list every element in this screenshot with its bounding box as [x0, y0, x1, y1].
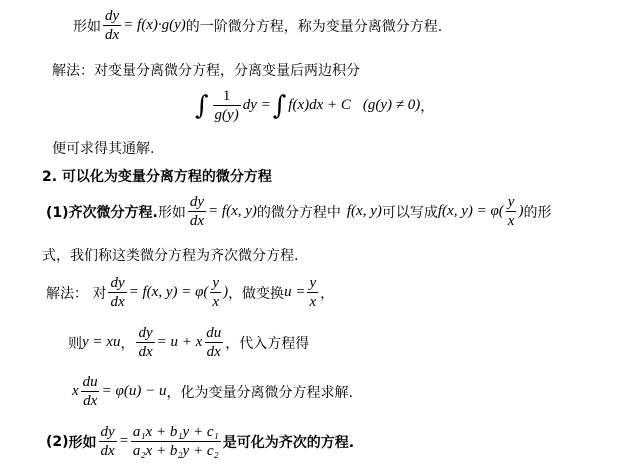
section-heading-2 [42, 166, 272, 186]
line-general-solution [52, 138, 154, 158]
equation-u-plus-x: = u + x [156, 334, 203, 350]
comma: ， [120, 335, 135, 352]
numerator: du [206, 325, 222, 341]
fraction-linear-ratio [131, 424, 221, 459]
text-mid: 的微分方程中 [256, 204, 341, 221]
line-separable-definition [73, 8, 442, 43]
denominator: x [212, 294, 220, 310]
denominator: x [507, 213, 515, 229]
denominator: dx [206, 344, 221, 360]
numerator: y [507, 194, 515, 210]
numerator: dy [138, 325, 153, 341]
text-solve: ，化为变量分离微分方程求解. [166, 384, 353, 401]
equation-phi: f(x, y) = φ( [437, 203, 504, 219]
line-method [52, 60, 360, 80]
text-reducible: 是可化为齐次的方程. [222, 434, 355, 451]
equation-phi-u: = φ(u) − u [101, 383, 167, 399]
fraction-y-over-x [506, 194, 517, 229]
text-substitute: ，代入方程得 [225, 335, 310, 352]
text-method: 解法： 对 [46, 285, 107, 302]
denominator: dx [138, 344, 153, 360]
fraction-dy-dx [188, 194, 206, 229]
line-homogeneous-definition [46, 194, 551, 229]
fxy: f(x, y) [346, 203, 382, 219]
numerator: 1 [222, 88, 231, 104]
line-separable-result [72, 374, 353, 409]
numerator: dy [100, 424, 115, 440]
close-paren: ) [518, 203, 524, 219]
integrand-fx: f(x)dx + C [288, 97, 351, 113]
integrand-dy: dy = [242, 97, 271, 113]
equation-phi: = f(x, y) = φ( [128, 284, 209, 300]
fraction-du-dx [81, 374, 100, 409]
numerator: a₁x + b₁y + c₁ [132, 424, 219, 440]
numerator: y [212, 275, 220, 291]
numerator: y [309, 275, 317, 291]
denominator: dx [83, 393, 98, 409]
text-mid2: 可以写成 [381, 204, 438, 221]
u-equals: u = [284, 284, 306, 300]
line-integral-equation [193, 88, 434, 123]
line-method-substitution [46, 275, 334, 310]
equation-rhs: = f(x)·g(y) [123, 17, 186, 33]
denominator: dx [100, 443, 115, 459]
integral-sign: ∫ [272, 90, 287, 121]
subheading-2: (2) [46, 433, 69, 450]
condition: (g(y) ≠ 0) [362, 97, 421, 113]
close-paren: ) [223, 284, 229, 300]
comma: ， [320, 285, 335, 302]
numerator: dy [105, 8, 120, 24]
text-substitution: ，做变换 [228, 285, 285, 302]
denominator: dx [189, 213, 205, 229]
text-definition-tail: 的一阶微分方程，称为变量分离微分方程. [185, 18, 443, 35]
fraction-one-over-gy [213, 88, 241, 123]
fraction-dy-dx [99, 424, 117, 459]
denominator: dx [105, 27, 120, 43]
line-reducible-definition: (2) 形如 $\frac{dy}{dx}$ = $\frac{\text{a₁x + b₁y + c₁}}{\text{a₂x + b₂y + c₂}}$ 是可化为齐次的方程. [46, 424, 355, 459]
line-then [68, 325, 309, 360]
text-general-solution: 便可求得其通解. [52, 141, 155, 157]
heading-text: 2. 可以化为变量分离方程的微分方程 [42, 169, 272, 185]
numerator: dy [189, 194, 205, 210]
denominator: x [309, 294, 317, 310]
numerator: dy [110, 275, 125, 291]
equation-fxy: = f(x, y) [208, 203, 257, 219]
text-tail: 的形 [523, 204, 552, 221]
text-method: 解法：对变量分离微分方程，分离变量后两边积分 [52, 63, 360, 79]
fraction-du-dx [204, 325, 223, 360]
comma: ， [420, 98, 435, 115]
text-xingru: 形如 [73, 18, 101, 35]
text-homogeneous-name: 式，我们称这类微分方程为齐次微分方程. [42, 248, 299, 264]
text-then: 则 [68, 335, 82, 352]
fraction-y-over-x [307, 275, 318, 310]
fraction-y-over-x [210, 275, 221, 310]
denominator: g(y) [214, 107, 239, 123]
fraction-dy-dx [136, 325, 154, 360]
y-equals-xu: y = xu [82, 334, 121, 350]
denominator: a₂x + b₂y + c₂ [132, 443, 219, 459]
fraction-dy-dx [108, 275, 126, 310]
denominator: dx [110, 294, 125, 310]
integral-sign: ∫ [195, 90, 209, 121]
text-xingru: 形如 [68, 434, 97, 451]
numerator: du [82, 374, 98, 390]
fraction-dy-dx [103, 8, 121, 43]
text-xingru: 形如 [157, 204, 186, 221]
x-coef: x [72, 383, 79, 399]
line-homogeneous-name [42, 245, 298, 265]
subheading-homogeneous: (1)齐次微分方程. [46, 204, 158, 221]
